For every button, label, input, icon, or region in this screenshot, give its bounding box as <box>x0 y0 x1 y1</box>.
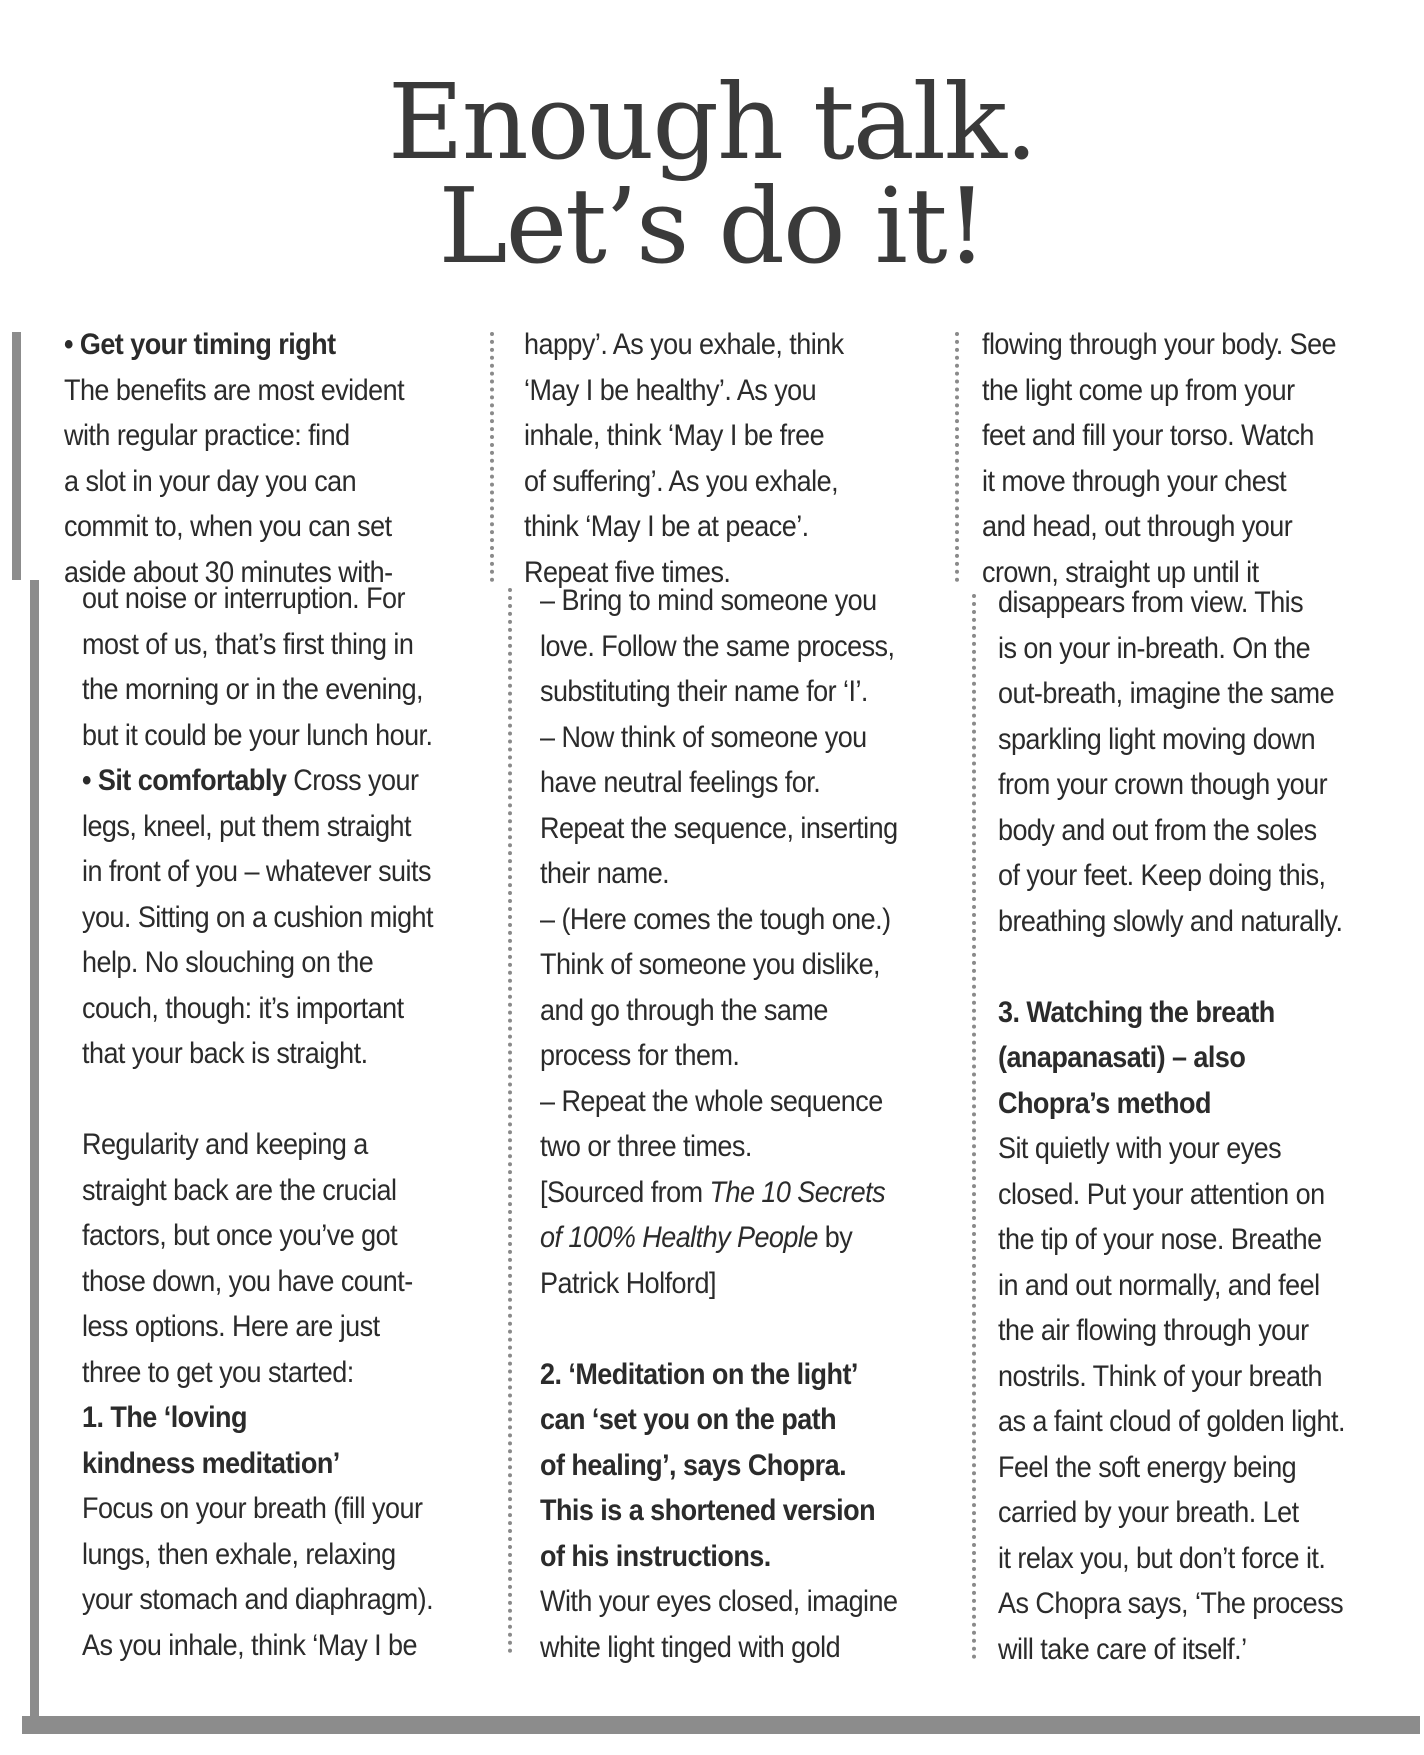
paragraph-line: two or three times. <box>540 1130 752 1163</box>
paragraph-line: think ‘May I be at peace’. <box>524 510 809 543</box>
title-line-1: Enough talk. <box>387 61 1037 183</box>
paragraph-line: nostrils. Think of your breath <box>998 1359 1322 1393</box>
paragraph-line: out-breath, imagine the same <box>998 677 1335 710</box>
source-author: Patrick Holford] <box>540 1266 716 1300</box>
paragraph-line: their name. <box>540 857 670 890</box>
paragraph-line: With your eyes closed, imagine <box>540 1585 898 1618</box>
heading-light: of healing’, says Chopra. <box>540 1448 847 1482</box>
heading-breath: Chopra’s method <box>998 1086 1211 1120</box>
heading-sit: • Sit comfortably <box>82 764 287 797</box>
paragraph-line: with regular practice: find <box>64 419 350 452</box>
paragraph-line: – Now think of someone you <box>540 720 867 754</box>
paragraph-line: and go through the same <box>540 993 828 1027</box>
paragraph-line: of your feet. Keep doing this, <box>998 859 1326 892</box>
paragraph-line: that your back is straight. <box>82 1037 368 1070</box>
paragraph-line: happy’. As you exhale, think <box>524 328 844 361</box>
paragraph-line: love. Follow the same process, <box>540 629 895 663</box>
paragraph-line: carried by your breath. Let <box>998 1496 1299 1529</box>
paragraph-line: disappears from view. This <box>998 586 1304 619</box>
paragraph-line: three to get you started: <box>82 1355 354 1389</box>
paragraph-line: it relax you, but don’t force it. <box>998 1541 1326 1575</box>
sit-first-text: Cross your <box>286 764 419 797</box>
sit-line <box>82 758 433 804</box>
paragraph-line: – (Here comes the tough one.) <box>540 902 891 936</box>
paragraph-line: but it could be your lunch hour. <box>82 718 433 752</box>
paragraph-line: – Repeat the whole sequence <box>540 1084 883 1118</box>
paragraph-line: the air flowing through your <box>998 1314 1309 1347</box>
column-2-lower <box>540 578 898 1670</box>
paragraph-line: feet and fill your torso. Watch <box>982 419 1314 452</box>
heading-light: can ‘set you on the path <box>540 1403 837 1436</box>
page-title <box>0 61 1424 287</box>
column-separator-2 <box>955 332 959 582</box>
paragraph-line: you. Sitting on a cushion might <box>82 900 433 934</box>
paragraph-line: legs, kneel, put them straight <box>82 809 411 843</box>
paragraph-line: those down, you have count- <box>82 1264 413 1298</box>
column-3 <box>982 322 1336 595</box>
paragraph-line: the light come up from your <box>982 373 1295 407</box>
column-separator-1 <box>490 332 494 582</box>
column-1-lower <box>82 576 433 1668</box>
paragraph-line: crown, straight up until it <box>982 555 1259 589</box>
source-book-1: The 10 Secrets <box>709 1175 886 1209</box>
paragraph-line: most of us, that’s first thing in <box>82 627 414 661</box>
paragraph-line: process for them. <box>540 1039 740 1072</box>
column-2 <box>524 322 844 595</box>
paragraph-line: lungs, then exhale, relaxing <box>82 1537 396 1571</box>
heading-breath: (anapanasati) – also <box>998 1041 1246 1074</box>
paragraph-line: sparkling light moving down <box>998 722 1316 756</box>
paragraph-line: less options. Here are just <box>82 1310 380 1343</box>
bottom-bar <box>22 1716 1420 1734</box>
paragraph-line: out noise or interruption. For <box>82 582 405 615</box>
paragraph-line: your stomach and diaphragm). <box>82 1583 434 1616</box>
paragraph-line: a slot in your day you can <box>64 464 357 498</box>
heading-timing: • Get your timing right <box>64 328 336 361</box>
paragraph-line: aside about 30 minutes with- <box>64 555 393 589</box>
paragraph-line: of suffering’. As you exhale, <box>524 464 839 498</box>
heading-breath: 3. Watching the breath <box>998 995 1275 1029</box>
paragraph-line: will take care of itself.’ <box>998 1632 1247 1666</box>
heading-light: of his instructions. <box>540 1539 771 1573</box>
paragraph-line: As you inhale, think ‘May I be <box>82 1628 417 1662</box>
paragraph-line: – Bring to mind someone you <box>540 584 877 617</box>
left-bar-upper <box>12 332 21 580</box>
paragraph-line: As Chopra says, ‘The process <box>998 1587 1344 1620</box>
paragraph-line: Regularity and keeping a <box>82 1128 368 1161</box>
heading-loving-1: 1. The ‘loving <box>82 1401 247 1434</box>
source-line-2 <box>540 1215 898 1261</box>
paragraph-line: closed. Put your attention on <box>998 1177 1325 1211</box>
paragraph-line: Think of someone you dislike, <box>540 948 881 981</box>
paragraph-line: as a faint cloud of golden light. <box>998 1405 1345 1438</box>
paragraph-line: flowing through your body. See <box>982 328 1337 361</box>
paragraph-line: substituting their name for ‘I’. <box>540 675 868 708</box>
paragraph-line: white light tinged with gold <box>540 1630 841 1664</box>
source-line-1 <box>540 1170 898 1216</box>
paragraph-line: in and out normally, and feel <box>998 1268 1320 1302</box>
paragraph-line: factors, but once you’ve got <box>82 1219 398 1252</box>
heading-loving-2: kindness meditation’ <box>82 1446 340 1480</box>
paragraph-line: the tip of your nose. Breathe <box>998 1223 1322 1256</box>
paragraph-line: the morning or in the evening, <box>82 673 424 706</box>
left-bar-lower <box>30 580 39 1720</box>
paragraph-line: in front of you – whatever suits <box>82 855 431 888</box>
column-separator-1b <box>508 588 512 1654</box>
paragraph-line: body and out from the soles <box>998 813 1317 847</box>
paragraph-line: Repeat five times. <box>524 555 731 589</box>
paragraph-line: Sit quietly with your eyes <box>998 1132 1282 1165</box>
column-1 <box>64 322 404 595</box>
paragraph-line: help. No slouching on the <box>82 946 374 979</box>
heading-light: 2. ‘Meditation on the light’ <box>540 1357 858 1391</box>
paragraph-line: from your crown though your <box>998 768 1328 801</box>
paragraph-line: it move through your chest <box>982 464 1287 498</box>
paragraph-line: and head, out through your <box>982 510 1293 543</box>
paragraph-line: The benefits are most evident <box>64 373 405 407</box>
title-line-2: Let’s do it! <box>438 165 986 287</box>
column-separator-2b <box>972 594 976 1660</box>
paragraph-line: breathing slowly and naturally. <box>998 904 1343 938</box>
paragraph-line: straight back are the crucial <box>82 1173 397 1207</box>
paragraph-line: inhale, think ‘May I be free <box>524 419 825 452</box>
source-open: [Sourced from <box>540 1175 710 1209</box>
paragraph-line: ‘May I be healthy’. As you <box>524 373 817 407</box>
paragraph-line: Repeat the sequence, inserting <box>540 811 898 845</box>
heading-light: This is a shortened version <box>540 1494 876 1527</box>
source-by: by <box>817 1221 853 1254</box>
column-3-lower <box>998 580 1345 1672</box>
paragraph-line: commit to, when you can set <box>64 510 392 543</box>
paragraph-line: Focus on your breath (fill your <box>82 1492 423 1525</box>
paragraph-line: is on your in-breath. On the <box>998 631 1311 665</box>
source-book-2: of 100% Healthy People <box>540 1221 818 1254</box>
paragraph-line: Feel the soft energy being <box>998 1450 1297 1484</box>
paragraph-line: have neutral feelings for. <box>540 766 821 799</box>
paragraph-line: couch, though: it’s important <box>82 991 404 1025</box>
